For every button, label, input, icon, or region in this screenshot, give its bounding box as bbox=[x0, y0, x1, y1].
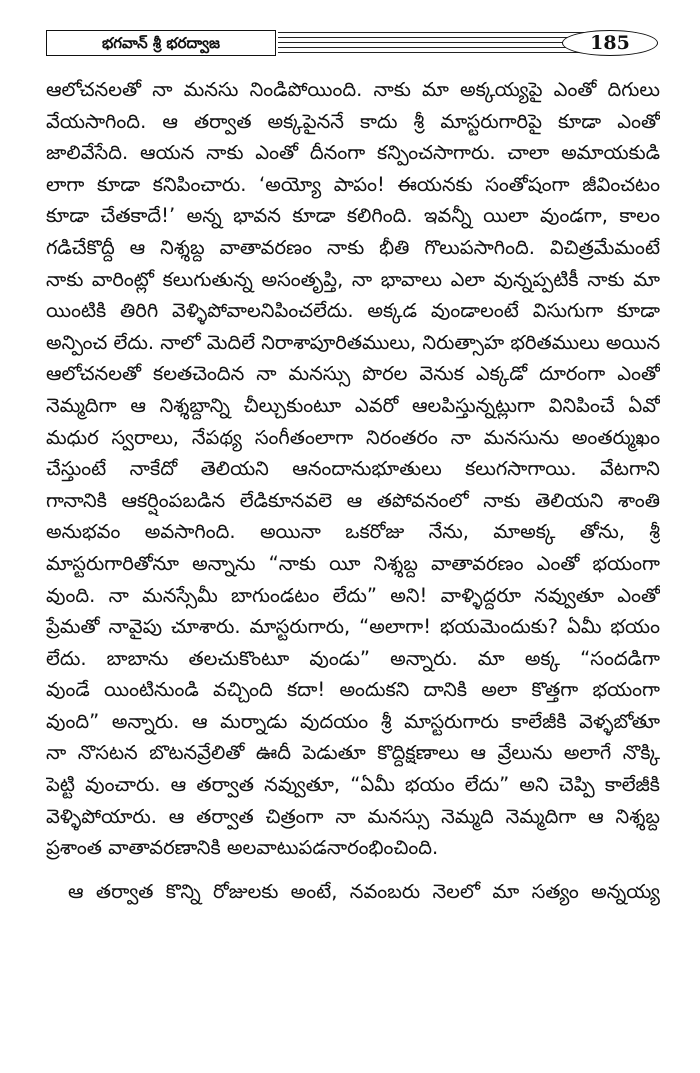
text-line: నాకు వారింట్లో కలుగుతున్న అసంతృప్తి, నా భావాలు ఎలా వున్నప్పటికీ నాకు మా bbox=[46, 267, 660, 291]
text-line: వుంది” అన్నారు. ఆ మర్నాడు వుదయం శ్రీ మాస్టరుగారు కాలేజీకి వెళ్ళబోతూ bbox=[46, 709, 660, 733]
book-title: భగవాన్ శ్రీ భరద్వాజ bbox=[46, 30, 276, 56]
page-body bbox=[46, 74, 660, 907]
text-line: నా నొసటన బొటనవ్రేలితో ఊదీ పెడుతూ కొద్దిక్షణాలు ఆ వ్రేలును అలాగే నొక్కి bbox=[46, 741, 660, 765]
text-line: వెళ్ళిపోయారు. ఆ తర్వాత చిత్రంగా నా మనస్సు నెమ్మది నెమ్మదిగా ఆ నిశ్శబ్ద bbox=[46, 804, 660, 828]
text-line: మధుర స్వరాలు, నేపథ్య సంగీతంలాగా నిరంతరం నా మనసును అంతర్ముఖం bbox=[46, 425, 660, 449]
paragraph bbox=[46, 74, 660, 864]
text-line: యింటికి తిరిగి వెళ్ళిపోవాలనిపించలేదు. అక్కడ వుండాలంటే విసుగుగా కూడా bbox=[46, 299, 660, 323]
header-rules bbox=[278, 32, 608, 57]
text-line: వుంది. నా మనస్సేమీ బాగుండటం లేదు” అని! వాళ్ళిద్దరూ నవ్వుతూ ఎంతో bbox=[46, 583, 660, 607]
text-line: అన్పించ లేదు. నాలో మెదిలే నిరాశాపూరితములు, నిరుత్సాహ భరితములు అయిన bbox=[46, 330, 660, 354]
text-line: చేస్తుంటే నాకేదో తెలియని ఆనందానుభూతులు కలుగసాగాయి. వేటగాని bbox=[46, 457, 660, 481]
text-line: పెట్టి వుంచారు. ఆ తర్వాత నవ్వుతూ, “ఏమీ భయం లేదు” అని చెప్పి కాలేజీకి bbox=[46, 773, 660, 797]
text-line: జాలివేసేది. ఆయన నాకు ఎంతో దీనంగా కన్పించసాగారు. చాలా అమాయకుడి bbox=[46, 141, 660, 165]
text-line: ఆలోచనలతో కలతచెందిన నా మనస్సు పొరల వెనుక ఎక్కడో దూరంగా ఎంతో bbox=[46, 362, 660, 386]
text-line: అనుభవం అవసాగింది. అయినా ఒకరోజు నేను, మాఅక్క తోను, శ్రీ bbox=[46, 520, 660, 544]
text-line: లేదు. బాబాను తలచుకొంటూ వుండు” అన్నారు. మా అక్క “సందడిగా bbox=[46, 646, 660, 670]
text-line: గానానికి ఆకర్షింపబడిన లేడికూనవలె ఆ తపోవనంలో నాకు తెలియని శాంతి bbox=[46, 488, 660, 512]
running-header bbox=[46, 30, 661, 60]
text-line: ఆ తర్వాత కొన్ని రోజులకు అంటే, నవంబరు నెలలో మా సత్యం అన్నయ్య bbox=[68, 879, 660, 903]
text-line: ఆలోచనలతో నా మనసు నిండిపోయింది. నాకు మా అక్కయ్యపై ఎంతో దిగులు bbox=[46, 78, 660, 101]
text-line: కూడా చేతకాదే!’ అన్న భావన కూడా కలిగింది. ఇవన్నీ యిలా వుండగా, కాలం bbox=[46, 204, 660, 228]
paragraph bbox=[46, 876, 660, 908]
text-line: గడిచేకొద్దీ ఆ నిశ్శబ్ద వాతావరణం నాకు భీతి గొలుపసాగింది. విచిత్రమేమంటే bbox=[46, 235, 660, 259]
text-line: వుండే యింటినుండి వచ్చింది కదా! అందుకని దానికి అలా కొత్తగా భయంగా bbox=[46, 678, 660, 702]
text-line: ప్రేమతో నావైపు చూశారు. మాస్టరుగారు, “అలాగా! భయమెందుకు? ఏమీ భయం bbox=[46, 615, 660, 639]
text-line: వేయసాగింది. ఆ తర్వాత అక్కపైననే కాదు శ్రీ మాస్టరుగారిపై కూడా ఎంతో bbox=[46, 109, 660, 133]
page-number: 185 bbox=[562, 30, 658, 56]
text-line: మాస్టరుగారితోనూ అన్నాను “నాకు యీ నిశ్శబ్ద వాతావరణం ఎంతో భయంగా bbox=[46, 551, 660, 575]
text-line: లాగా కూడా కనిపించారు. ‘అయ్యో పాపం! ఈయనకు సంతోషంగా జీవించటం bbox=[46, 172, 660, 196]
text-line: నెమ్మదిగా ఆ నిశ్శబ్దాన్ని చీల్చుకుంటూ ఎవరో ఆలపిస్తున్నట్లుగా వినిపించే ఏవో bbox=[46, 393, 660, 417]
text-line: ప్రశాంత వాతావరణానికి అలవాటుపడనారంభించింది. bbox=[46, 836, 439, 860]
